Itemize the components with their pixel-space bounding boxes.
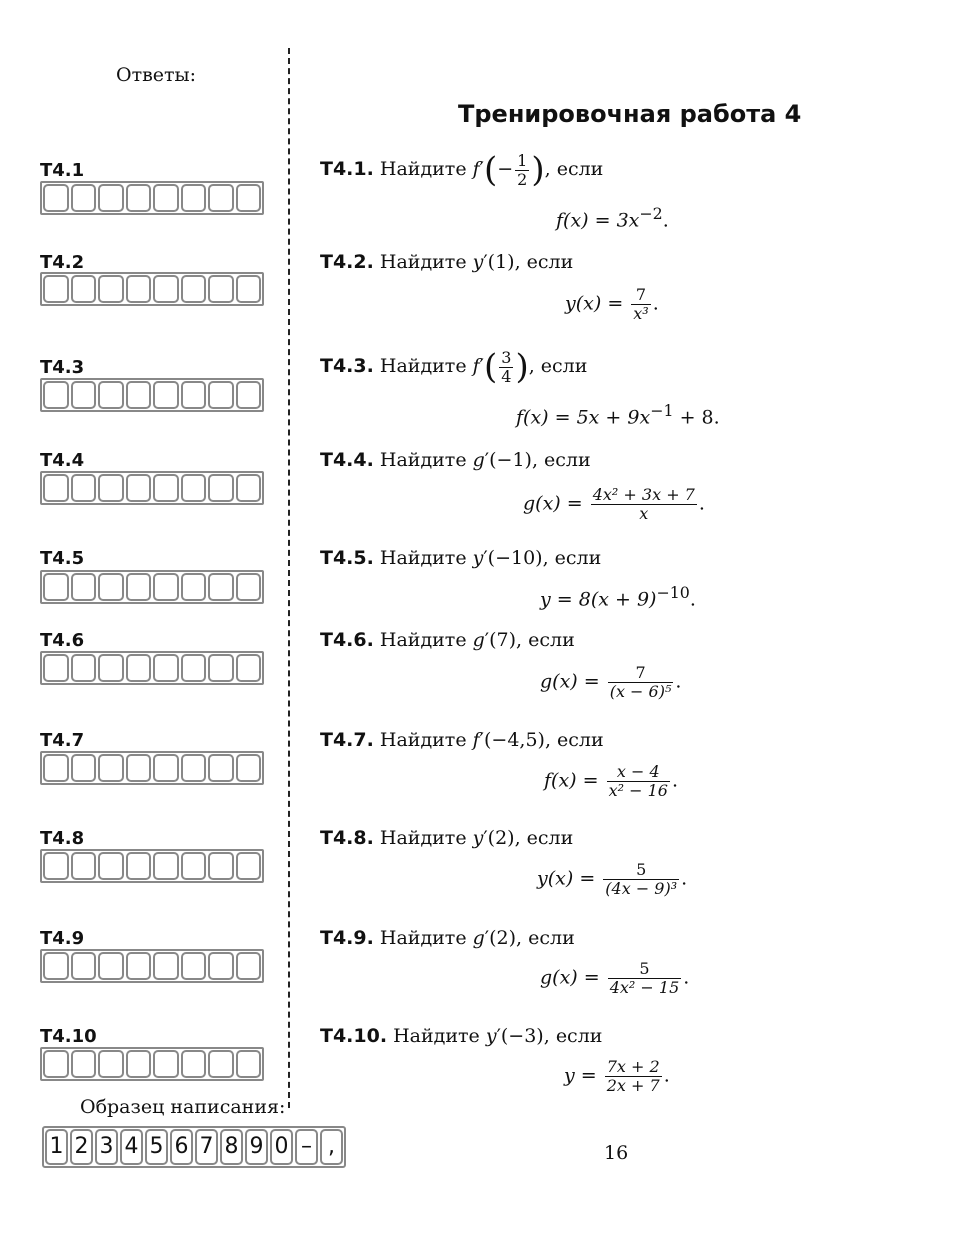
answer-cell[interactable] (153, 184, 179, 212)
answer-cell[interactable] (98, 474, 124, 502)
sample-digit: 9 (245, 1129, 268, 1165)
cut-line-divider (288, 48, 290, 1108)
function-name: f (472, 355, 480, 377)
page-number: 16 (604, 1142, 629, 1164)
problem-number: T4.7. (320, 729, 374, 751)
problem-text-end: , если (531, 449, 591, 471)
problem-statement: T4.5. Найдите y′(−10), если (320, 547, 602, 569)
answer-cell[interactable] (236, 952, 262, 980)
answer-cell[interactable] (98, 654, 124, 682)
answer-cell[interactable] (43, 852, 69, 880)
sample-digit: 8 (220, 1129, 243, 1165)
answer-cell[interactable] (126, 1050, 152, 1078)
answer-cell[interactable] (153, 754, 179, 782)
answer-cell[interactable] (98, 952, 124, 980)
answer-cell[interactable] (43, 654, 69, 682)
answer-cell[interactable] (181, 754, 207, 782)
answer-cell[interactable] (208, 1050, 234, 1078)
problem-text: Найдите (373, 827, 473, 849)
answer-cell[interactable] (126, 184, 152, 212)
sample-digit: 3 (95, 1129, 118, 1165)
argument: (2) (489, 927, 517, 949)
answer-cell[interactable] (236, 275, 262, 303)
formula-10: y = $\frac{7x + 2}{2x + 7}$ . (564, 1057, 670, 1095)
answer-cell[interactable] (98, 1050, 124, 1078)
argument: (−3) (500, 1025, 544, 1047)
function-name: g (472, 449, 485, 471)
answer-cell[interactable] (181, 381, 207, 409)
answer-cell[interactable] (126, 852, 152, 880)
answer-cell[interactable] (43, 381, 69, 409)
answer-cell[interactable] (208, 184, 234, 212)
problem-text-end: , если (516, 927, 575, 949)
sample-digit: – (295, 1129, 318, 1165)
function-name: y (472, 827, 484, 849)
answer-cell[interactable] (43, 952, 69, 980)
formula-8: y(x) = $\frac{5}{\text{(4x − 9)³}}$ . (537, 860, 688, 898)
answer-cell[interactable] (98, 184, 124, 212)
problem-text-end: , если (528, 355, 588, 377)
answer-box[interactable] (40, 181, 264, 215)
answer-label: T4.10 (40, 1026, 97, 1047)
formula-3: $f(x) = 5x + 9x^{-1} + 8$. (516, 401, 720, 429)
answer-cell[interactable] (126, 474, 152, 502)
argument: (−1) (489, 449, 532, 471)
argument-fraction: $\frac{3}{4}$ (501, 347, 512, 386)
problem-number: T4.1. (320, 158, 374, 180)
answer-cell[interactable] (236, 573, 262, 601)
answer-cell[interactable] (181, 474, 207, 502)
answer-label: T4.3 (40, 357, 85, 378)
answer-label: T4.1 (40, 160, 85, 181)
problem-text: Найдите (373, 729, 473, 751)
answer-cell[interactable] (181, 184, 207, 212)
answer-cell[interactable] (43, 573, 69, 601)
answer-cell[interactable] (71, 474, 97, 502)
problem-statement: T4.9. Найдите g′(2), если (320, 927, 575, 949)
problem-number: T4.9. (320, 927, 374, 949)
answer-cell[interactable] (98, 754, 124, 782)
answer-box[interactable] (40, 570, 264, 604)
answer-cell[interactable] (71, 1050, 97, 1078)
answer-cell[interactable] (236, 654, 262, 682)
problem-number: T4.4. (320, 449, 374, 471)
sample-digit: 0 (270, 1129, 293, 1165)
sample-label: Образец написания: (80, 1096, 286, 1118)
argument: (2) (487, 827, 515, 849)
answer-box[interactable] (40, 378, 264, 412)
answer-cell[interactable] (208, 275, 234, 303)
argument: (−10) (487, 547, 543, 569)
function-name: g (472, 927, 485, 949)
answer-cell[interactable] (126, 654, 152, 682)
problem-text: Найдите (373, 629, 473, 651)
answer-cell[interactable] (236, 1050, 262, 1078)
sample-digits (42, 1126, 346, 1168)
problem-text: Найдите (373, 927, 473, 949)
problem-text: Найдите (373, 547, 473, 569)
answer-cell[interactable] (98, 852, 124, 880)
answer-cell[interactable] (181, 275, 207, 303)
formula-4: g(x) = $\frac{\text{4x² + 3x + 7}}{x}$ . (523, 485, 705, 523)
answer-cell[interactable] (236, 852, 262, 880)
answer-cell[interactable] (43, 1050, 69, 1078)
answer-cell[interactable] (208, 573, 234, 601)
answer-cell[interactable] (236, 474, 262, 502)
page-title: Тренировочная работа 4 (458, 100, 802, 128)
answer-cell[interactable] (71, 952, 97, 980)
answer-cell[interactable] (181, 573, 207, 601)
problem-text-end: , если (544, 158, 604, 180)
function-name: g (472, 629, 485, 651)
answer-cell[interactable] (71, 852, 97, 880)
sample-digit: 2 (70, 1129, 93, 1165)
answer-cell[interactable] (43, 275, 69, 303)
answer-label: T4.7 (40, 730, 85, 751)
answer-cell[interactable] (71, 381, 97, 409)
answer-cell[interactable] (208, 952, 234, 980)
answer-cell[interactable] (126, 952, 152, 980)
answer-box[interactable] (40, 651, 264, 685)
answer-label: T4.5 (40, 548, 85, 569)
problem-text: Найдите (373, 158, 473, 180)
answer-cell[interactable] (71, 184, 97, 212)
function-name: y (472, 547, 484, 569)
answer-cell[interactable] (43, 184, 69, 212)
answer-box[interactable] (40, 272, 264, 306)
sample-digit: , (320, 1129, 343, 1165)
answer-cell[interactable] (98, 381, 124, 409)
answer-cell[interactable] (98, 573, 124, 601)
answer-cell[interactable] (71, 654, 97, 682)
answer-cell[interactable] (153, 1050, 179, 1078)
problem-text-end: , если (514, 827, 574, 849)
problem-text-end: , если (514, 251, 574, 273)
answer-box[interactable] (40, 949, 264, 983)
problem-text-end: , если (543, 1025, 603, 1047)
problem-text: Найдите (373, 355, 473, 377)
problem-statement: T4.4. Найдите g′(−1), если (320, 449, 591, 471)
problem-statement: T4.6. Найдите g′(7), если (320, 629, 575, 651)
formula-7: f(x) = $\frac{x - 4}{\text{x² − 16}}$ . (544, 762, 678, 800)
problem-number: T4.5. (320, 547, 374, 569)
argument: (−4,5) (483, 729, 545, 751)
answer-cell[interactable] (153, 381, 179, 409)
function-name: y (485, 1025, 497, 1047)
problem-statement: T4.3. Найдите f′( $\frac{3}{4}$ ), если (320, 347, 588, 387)
answer-cell[interactable] (71, 275, 97, 303)
answer-cell[interactable] (126, 754, 152, 782)
problem-statement: T4.1. Найдите f′(− $\frac{1}{2}$ ), если (320, 150, 604, 190)
problem-statement: T4.2. Найдите y′(1), если (320, 251, 574, 273)
answer-box[interactable] (40, 471, 264, 505)
formula-1: $f(x) = 3x^{-2}$. (556, 204, 669, 232)
answer-cell[interactable] (126, 275, 152, 303)
problem-number: T4.8. (320, 827, 374, 849)
problem-text: Найдите (373, 251, 473, 273)
argument-fraction: $\frac{1}{2}$ (517, 150, 528, 189)
problem-text-end: , если (544, 729, 604, 751)
formula-5: $y = 8(x + 9)^{-10}$. (540, 583, 696, 611)
answers-heading: Ответы: (116, 64, 197, 86)
sample-digit: 5 (145, 1129, 168, 1165)
answer-cell[interactable] (71, 573, 97, 601)
answer-cell[interactable] (126, 573, 152, 601)
answer-cell[interactable] (181, 852, 207, 880)
sample-digit: 4 (120, 1129, 143, 1165)
argument-sign: − (497, 158, 514, 180)
answer-cell[interactable] (153, 474, 179, 502)
sample-digit: 1 (45, 1129, 68, 1165)
answer-cell[interactable] (208, 754, 234, 782)
answer-cell[interactable] (126, 381, 152, 409)
problem-number: T4.2. (320, 251, 374, 273)
answer-cell[interactable] (181, 952, 207, 980)
problem-statement: T4.7. Найдите f′(−4,5), если (320, 729, 604, 751)
formula-2: y(x) = $\frac{7}{\text{x³}}$ . (565, 285, 659, 323)
problem-number: T4.3. (320, 355, 374, 377)
answer-label: T4.4 (40, 450, 85, 471)
problem-number: T4.6. (320, 629, 374, 651)
answer-label: T4.2 (40, 252, 85, 273)
answer-label: T4.6 (40, 630, 85, 651)
problem-text-end: , если (516, 629, 575, 651)
problem-text: Найдите (387, 1025, 486, 1047)
problem-text-end: , если (542, 547, 602, 569)
sample-digit: 7 (195, 1129, 218, 1165)
answer-cell[interactable] (153, 275, 179, 303)
problem-statement: T4.10. Найдите y′(−3), если (320, 1025, 603, 1047)
argument: (7) (489, 629, 517, 651)
answer-cell[interactable] (236, 184, 262, 212)
answer-cell[interactable] (98, 275, 124, 303)
answer-cell[interactable] (71, 754, 97, 782)
answer-cell[interactable] (153, 573, 179, 601)
argument: (1) (487, 251, 515, 273)
answer-cell[interactable] (43, 474, 69, 502)
answer-label: T4.8 (40, 828, 85, 849)
answer-cell[interactable] (236, 381, 262, 409)
answer-box[interactable] (40, 751, 264, 785)
sample-digit: 6 (170, 1129, 193, 1165)
function-name: f (472, 158, 480, 180)
answer-cell[interactable] (153, 852, 179, 880)
answer-cell[interactable] (181, 1050, 207, 1078)
answer-cell[interactable] (153, 952, 179, 980)
answer-cell[interactable] (181, 654, 207, 682)
answer-cell[interactable] (43, 754, 69, 782)
function-name: y (472, 251, 484, 273)
answer-cell[interactable] (208, 381, 234, 409)
answer-cell[interactable] (208, 654, 234, 682)
problem-text: Найдите (373, 449, 473, 471)
answer-box[interactable] (40, 1047, 264, 1081)
answer-cell[interactable] (153, 654, 179, 682)
answer-cell[interactable] (208, 474, 234, 502)
formula-6: g(x) = $\frac{7}{\text{(x − 6)⁵}}$ . (540, 663, 682, 701)
answer-label: T4.9 (40, 928, 85, 949)
problem-statement: T4.8. Найдите y′(2), если (320, 827, 574, 849)
answer-box[interactable] (40, 849, 264, 883)
function-name: f (472, 729, 480, 751)
formula-9: g(x) = $\frac{5}{\text{4x² − 15}}$ . (540, 959, 690, 997)
answer-cell[interactable] (208, 852, 234, 880)
answer-cell[interactable] (236, 754, 262, 782)
problem-number: T4.10. (320, 1025, 388, 1047)
